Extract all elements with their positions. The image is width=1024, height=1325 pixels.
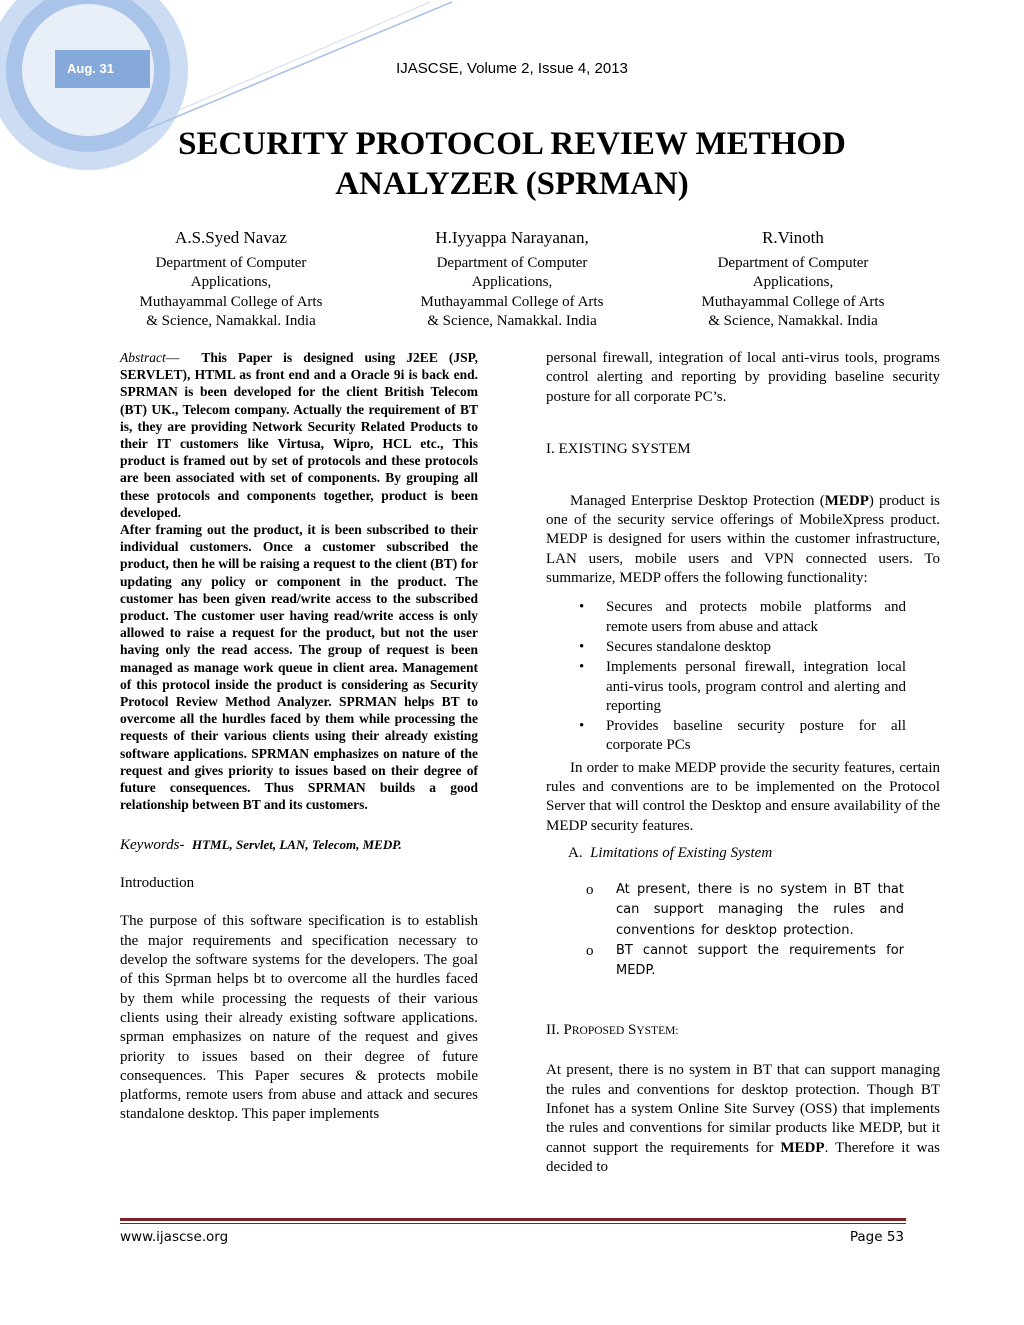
proposed-p-big: P [563, 1022, 572, 1039]
introduction-paragraph: The purpose of this software specification is to establish the major requirements and specification necessary to develop the software systems for the developers. The goal of this Sprman helps bt to overcome all the hurdles faced by them while processing the requests of their various clients using their already existing software applications. sprman emphasizes on nature of the request and gives priority to issues based on their degree of future consequences. This Paper secures & protects mobile platforms, remote users from abuse and attack and secures standalone desktop. This paper implements [120, 913, 478, 1123]
list-item-text: Provides baseline security posture for all corporate PCs [606, 718, 906, 754]
author-affiliation-line: & Science, Namakkal. India [146, 312, 316, 329]
list-item [546, 717, 940, 756]
existing-system-paragraph [546, 492, 940, 588]
existing-text-bold: MEDP [824, 492, 869, 509]
proposed-s-big: S [628, 1022, 637, 1039]
limitations-title: Limitations of Existing System [590, 844, 773, 861]
list-item-text: BT cannot support the requirements for MEDP. [616, 942, 904, 979]
existing-text-after: ) product is one of the security service offerings of MobileXpress product. MEDP is designed for users within the customer infrastructure, LAN users, mobile users and VPN connected users. To summarize, MEDP offers the following functionality: [546, 492, 940, 587]
limitations-heading [546, 844, 940, 863]
list-item-text: Secures and protects mobile platforms and remote users from abuse and attack [606, 599, 906, 635]
introduction-heading: Introduction [120, 875, 195, 892]
abstract-text-1: This Paper is designed using J2EE (JSP, SERVLET), HTML as front end and a Oracle 9i is back end. SPRMAN is been developed for the client British Telecom (BT) UK., Telecom company. Actually the requirement of BT is, they are providing Network Security Related Products to their IT customers like Virtusa, Wipro, HCL etc., This product is framed out by set of protocols and these protocols are been associated with set of components. By grouping all these protocols and components together, product is been developed. [120, 350, 478, 520]
author-affiliation-line: Muthayammal College of Arts [701, 293, 885, 310]
author-affiliation-line: Department of Computer [717, 255, 869, 271]
footer-rule-thick [120, 1218, 906, 1221]
keywords [120, 835, 478, 855]
list-item [546, 658, 940, 716]
abstract-paragraph-2 [120, 521, 478, 813]
bullet-glyph: • [579, 659, 585, 676]
author-affiliation-line: Department of Computer [436, 255, 588, 271]
author-name: R.Vinoth [762, 228, 824, 247]
keywords-text: HTML, Servlet, LAN, Telecom, MEDP. [191, 837, 402, 853]
footer-rule-thin [120, 1223, 906, 1224]
right-column [546, 349, 940, 1177]
continued-paragraph: personal firewall, integration of local anti-virus tools, programs control alerting and reporting by providing baseline security posture for all corporate PC’s. [546, 350, 940, 405]
title-line-2: ANALYZER (SPRMAN) [335, 166, 689, 202]
author-affiliation-line: & Science, Namakkal. India [708, 312, 878, 329]
author-block-2 [382, 228, 642, 331]
functionality-list [546, 598, 940, 755]
issue-date-badge: Aug. 31 [67, 61, 114, 76]
author-affiliation-line: Department of Computer [155, 255, 307, 271]
list-item [546, 638, 940, 657]
proposed-text-after: . Therefore it was decided to [546, 1139, 940, 1175]
abstract-dash: — [165, 350, 180, 365]
author-block-3 [663, 228, 923, 331]
proposed-text-before: At present, there is no system in BT that can support managing the rules and conventions for desktop protection. Though BT Infonet has a system Online Site Survey (OSS) that implements the rules and conventions for similar products like MEDP, but it cannot support the requirements for [546, 1062, 940, 1156]
author-affiliation-line: Muthayammal College of Arts [420, 293, 604, 310]
footer-page-number: Page 53 [849, 1229, 904, 1245]
list-item-text: Implements personal firewall, integration local anti-virus tools, program control and alerting and reporting [606, 659, 906, 714]
author-block-1 [101, 228, 361, 331]
list-item [546, 880, 940, 941]
abstract-paragraph-1 [120, 349, 478, 521]
bullet-glyph: • [579, 599, 585, 616]
proposed-text-bold: MEDP [780, 1139, 825, 1156]
decor-line-2 [170, 2, 430, 114]
list-item [546, 941, 940, 982]
list-item-text: Secures standalone desktop [606, 638, 771, 655]
existing-text-before: Managed Enterprise Desktop Protection ( [570, 492, 825, 509]
author-affiliation-line: Muthayammal College of Arts [139, 293, 323, 310]
journal-header: IJASCSE, Volume 2, Issue 4, 2013 [396, 60, 628, 77]
title-line-1: SECURITY PROTOCOL REVIEW METHOD [178, 126, 846, 162]
bullet-glyph: • [579, 638, 585, 655]
existing-system-heading: I. EXISTING SYSTEM [546, 440, 691, 457]
medp-rules-paragraph: In order to make MEDP provide the security features, certain rules and conventions are to be implemented on the Protocol Server that will control the Desktop and ensure availability of the MEDP security features. [546, 759, 940, 834]
limitations-prefix: A. [568, 844, 583, 861]
author-affiliation-line: & Science, Namakkal. India [427, 312, 597, 329]
keywords-label: Keywords- [120, 837, 185, 854]
proposed-p-small: ROPOSED [571, 1025, 625, 1038]
proposed-s-small: YSTEM: [636, 1025, 679, 1038]
abstract-text-2: After framing out the product, it is been subscribed to their individual customers. Once a customer subscribed the product, then he will be raising a request to the client (BT) for updating any policy or component in the product. The customer has been given read/write access to the subscribed product. The customer user having read/write access is only allowed to raise a request for the product, but not the user having only the read access. The group of request is been managed as manage work queue in client area. Management of this protocol inside the product is considering as Security Protocol Review Method Analyzer. SPRMAN helps BT to overcome all the hurdles faced by them while processing the requests of their various clients using their already existing software applications. SPRMAN emphasizes on nature of the request and gives priority to issues based on their degree of future consequences. Thus SPRMAN builds a good relationship between BT and its customers. [120, 522, 478, 813]
limitations-list [546, 880, 940, 981]
abstract-label: Abstract [120, 350, 166, 365]
author-affiliation-line: Applications, [190, 274, 272, 291]
proposed-system-heading [546, 1021, 940, 1041]
author-affiliation-line: Applications, [471, 274, 553, 291]
bullet-glyph: • [579, 718, 585, 735]
list-item-text: At present, there is no system in BT that can support managing the rules and conventions for desktop protection. [616, 881, 904, 938]
bullet-glyph: o [586, 881, 594, 898]
author-name: H.Iyyappa Narayanan, [435, 228, 589, 247]
bullet-glyph: o [586, 942, 594, 959]
proposed-numeral: II. [546, 1022, 560, 1039]
author-name: A.S.Syed Navaz [175, 228, 287, 247]
author-affiliation-line: Applications, [752, 274, 834, 291]
paper-title [150, 124, 874, 204]
left-column [120, 349, 478, 1125]
footer-website: www.ijascse.org [120, 1229, 229, 1245]
list-item [546, 598, 940, 637]
proposed-system-paragraph [546, 1061, 940, 1177]
